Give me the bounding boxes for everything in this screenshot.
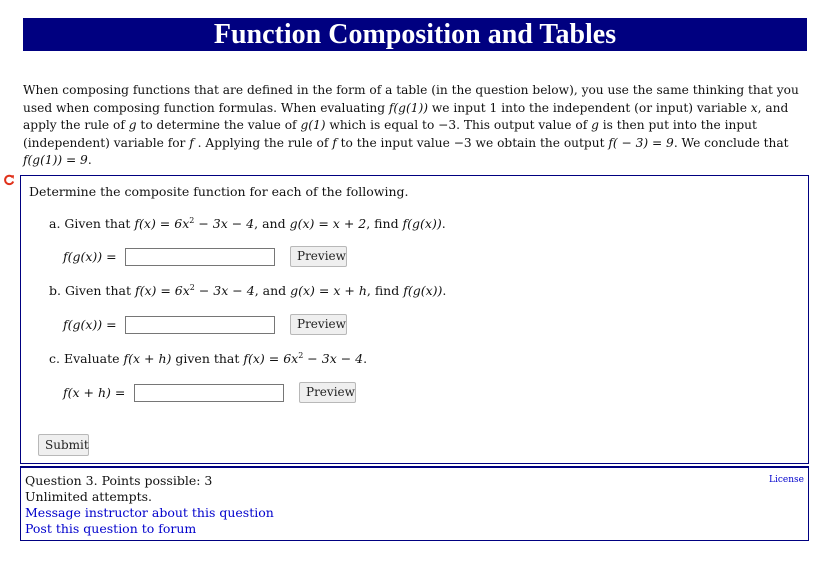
part-a-answer-label: f(g(x)) =: [63, 249, 117, 264]
part-b-answer-input[interactable]: [125, 316, 275, 334]
question-prompt: Determine the composite function for each of the following.: [29, 184, 409, 199]
submit-button[interactable]: Submit: [38, 434, 89, 456]
part-c-text: c. Evaluate f(x + h) given that $f(x) = 6x^2 - 3x - 4$.: [49, 351, 368, 367]
part-b-preview-button[interactable]: Preview: [290, 314, 347, 335]
part-c-preview-button[interactable]: Preview: [299, 382, 356, 403]
attempts-text: Unlimited attempts.: [25, 489, 152, 504]
part-a-text: a. Given that $f(x) = 6x^2 - 3x - 4$, and g(x) = x + 2, find f(g(x)).: [49, 216, 446, 232]
post-to-forum-link[interactable]: Post this question to forum: [25, 521, 197, 536]
part-a-answer-input[interactable]: [125, 248, 275, 266]
part-c-answer-label: f(x + h) =: [63, 385, 126, 400]
refresh-icon[interactable]: [3, 174, 15, 186]
part-b-text: b. Given that $f(x) = 6x^2 - 3x - 4$, and g(x) = x + h, find f(g(x)).: [49, 283, 447, 299]
points-possible: Question 3. Points possible: 3: [25, 473, 213, 488]
question-box: [20, 175, 809, 464]
part-c-answer-input[interactable]: [134, 384, 284, 402]
intro-paragraph: When composing functions that are defined in the form of a table (in the question below), you use the same thinking that you used when composing function formulas. When evaluating f(g(1)) we input 1 into the independent (or input) variable x, and apply the rule of g to determine the value of g(1) which is equal to −3. This output value of g is then put into the input (independent) variable for f . Applying the rule of f to the input value −3 we obtain the output f( − 3) = 9. We conclude that f(g(1)) = 9.: [23, 83, 799, 167]
question-info-box: [20, 466, 809, 541]
part-b-answer-label: f(g(x)) =: [63, 317, 117, 332]
license-link[interactable]: License: [769, 475, 804, 485]
page-title: Function Composition and Tables: [23, 18, 807, 51]
part-a-preview-button[interactable]: Preview: [290, 246, 347, 267]
message-instructor-link[interactable]: Message instructor about this question: [25, 505, 274, 520]
